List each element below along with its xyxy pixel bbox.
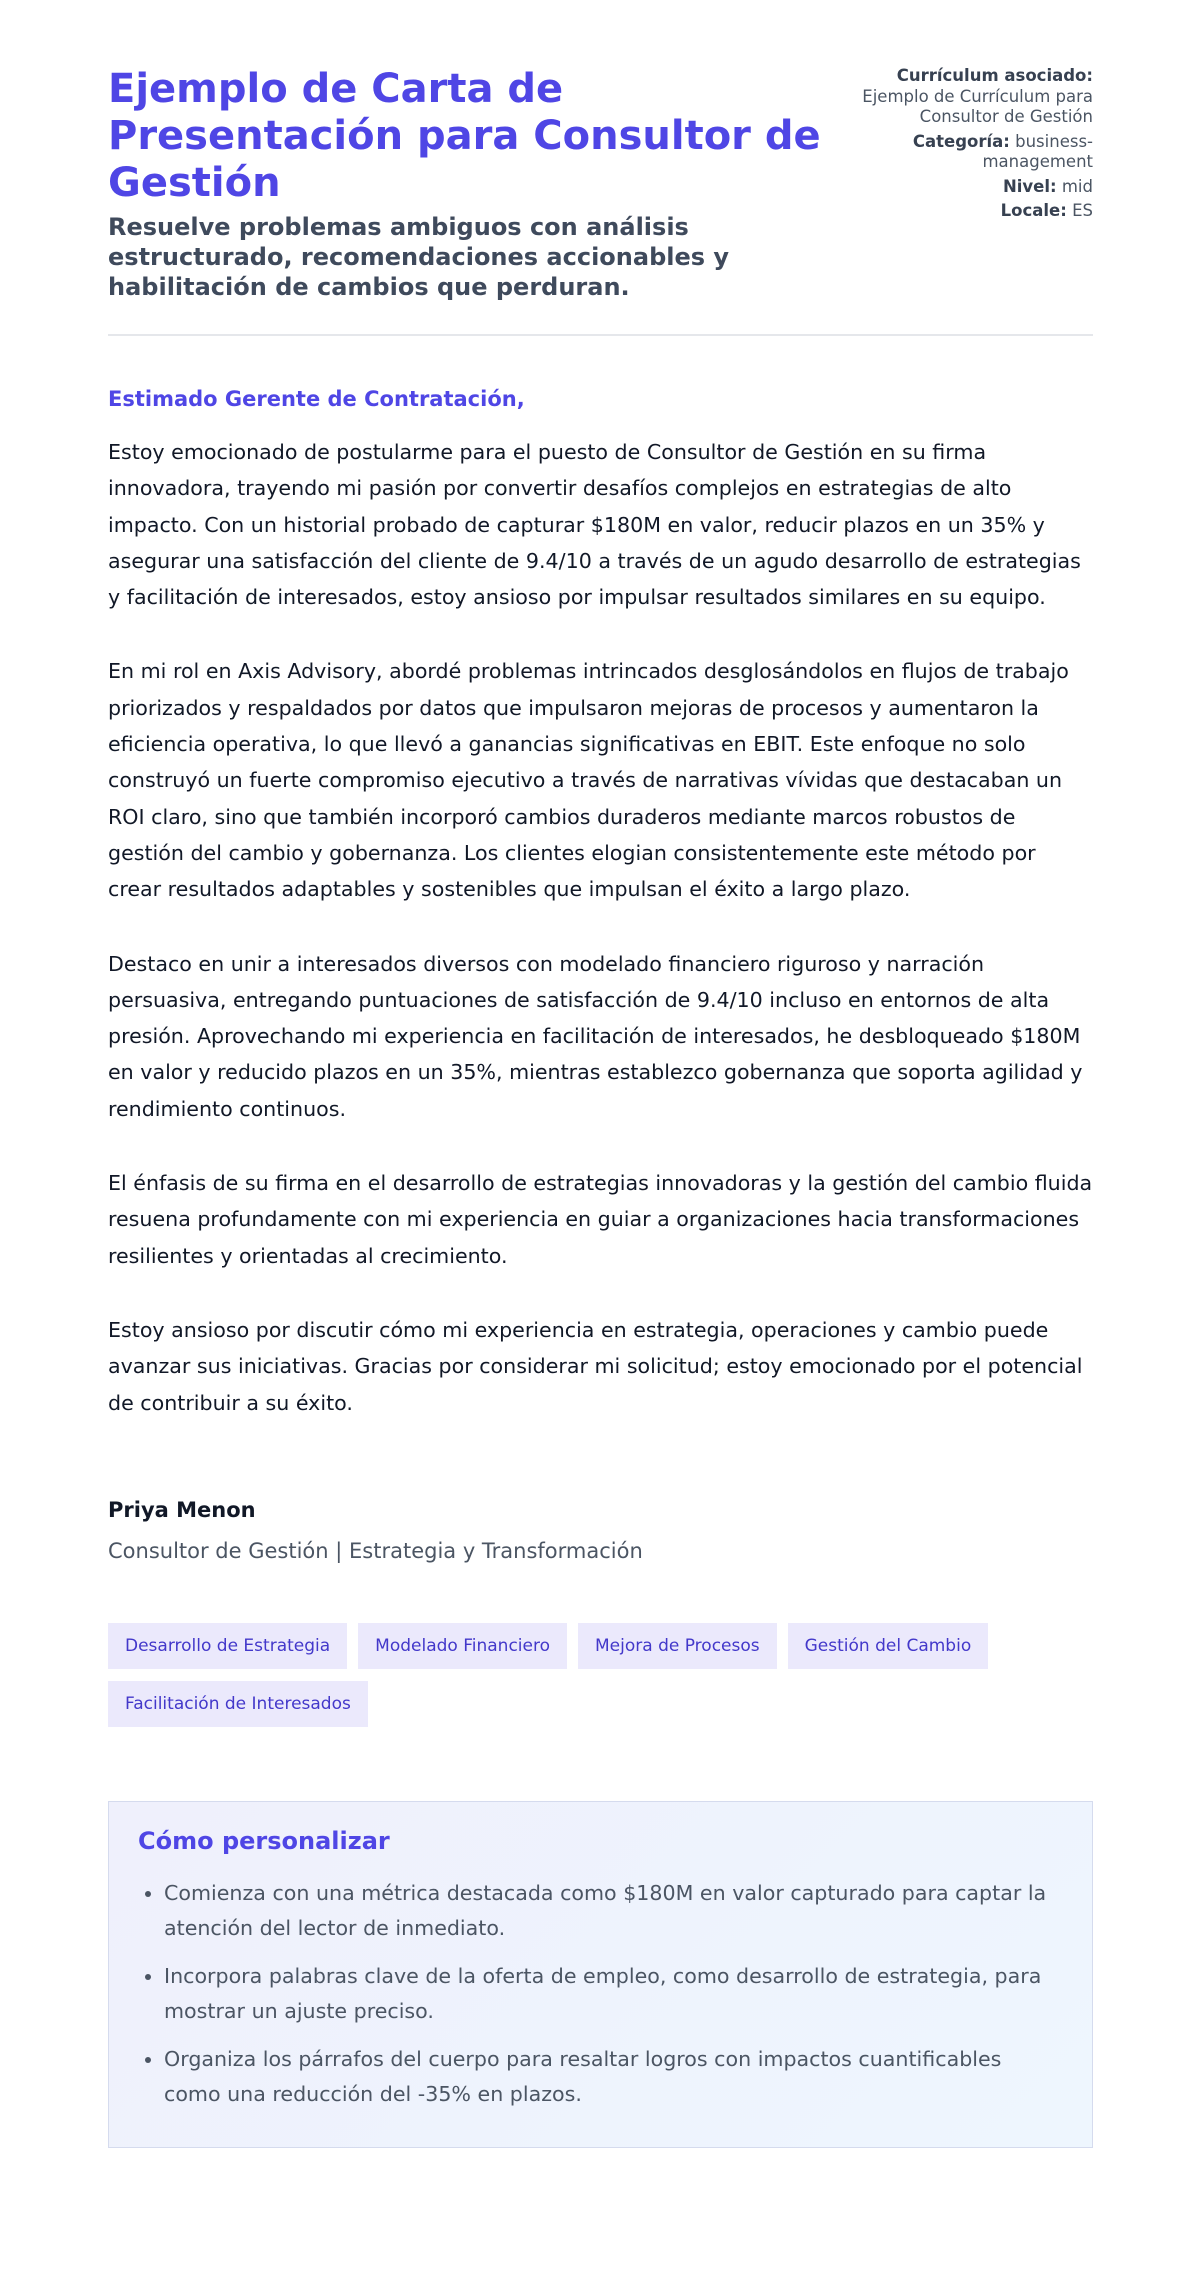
- skill-tag: Desarrollo de Estrategia: [108, 1623, 347, 1669]
- skill-tag: Modelado Financiero: [358, 1623, 567, 1669]
- page-subtitle: Resuelve problemas ambiguos con análisis estructurado, recomendaciones accionables y habilitación de cambios que perduran.: [108, 213, 730, 301]
- paragraph: El énfasis de su firma en el desarrollo de estrategias innovadoras y la gestión del cambio fluida resuena profundamente con mi experiencia en guiar a organizaciones hacia transformaciones resilientes y orientadas al crecimiento.: [108, 1171, 1093, 1268]
- meta-panel: [833, 66, 1093, 302]
- tips-box: [108, 1801, 1093, 2148]
- signature-title: Consultor de Gestión | Estrategia y Transformación: [108, 1538, 643, 1563]
- paragraph: Estoy emocionado de postularme para el puesto de Consultor de Gestión en su firma innovadora, trayendo mi pasión por convertir desafíos complejos en estrategias de alto impacto. Con un historial probado de capturar $180M en valor, reducir plazos en un 35% y asegurar una satisfacción del cliente de 9.4/10 a través de un agudo desarrollo de estrategias y facilitación de interesados, estoy ansioso por impulsar resultados similares en su equipo.: [108, 440, 1081, 610]
- header-main: [108, 66, 828, 302]
- tips-title: Cómo personalizar: [138, 1826, 390, 1855]
- tips-list: [138, 1876, 1063, 2112]
- page-title: Ejemplo de Carta de Presentación para Consultor de Gestión: [108, 66, 821, 206]
- meta-level-label: Nivel:: [1002, 176, 1057, 196]
- skill-tag: Gestión del Cambio: [788, 1623, 989, 1669]
- skill-tag: Facilitación de Interesados: [108, 1681, 368, 1727]
- tip-item: • Comienza con una métrica destacada como $180M en valor capturado para captar la atención del lector de inmediato.: [164, 1876, 1063, 1946]
- meta-category-label: Categoría:: [912, 131, 1010, 151]
- meta-resume: [833, 66, 1093, 128]
- tip-item: • Organiza los párrafos del cuerpo para resaltar logros con impactos cuantificables como una reducción del -35% en plazos.: [164, 2042, 1063, 2112]
- meta-resume-value: Ejemplo de Currículum para Consultor de Gestión: [862, 86, 1093, 126]
- paragraph: Destaco en unir a interesados diversos con modelado financiero riguroso y narración persuasiva, entregando puntuaciones de satisfacción de 9.4/10 incluso en entornos de alta presión. Aprovechando mi experiencia en facilitación de interesados, he desbloqueado $180M en valor y reducido plazos en un 35%, mientras establezco gobernanza que soporta agilidad y rendimiento continuos.: [108, 951, 1083, 1121]
- tip-item: • Incorpora palabras clave de la oferta de empleo, como desarrollo de estrategia, para mostrar un ajuste preciso.: [164, 1959, 1063, 2029]
- meta-locale-label: Locale:: [1000, 201, 1067, 220]
- divider: [108, 334, 1093, 336]
- meta-level-value: mid: [1061, 176, 1093, 196]
- greeting: Estimado Gerente de Contratación,: [108, 387, 525, 411]
- paragraph: Estoy ansioso por discutir cómo mi experiencia en estrategia, operaciones y cambio puede avanzar sus iniciativas. Gracias por considerar mi solicitud; estoy emocionado por el potencial de contribuir a su éxito.: [108, 1317, 1083, 1415]
- meta-category-value: business-management: [982, 131, 1093, 171]
- skill-tag: Mejora de Procesos: [578, 1623, 777, 1669]
- meta-resume-label: Currículum asociado:: [896, 66, 1093, 85]
- meta-locale: [833, 201, 1093, 222]
- meta-category: [833, 132, 1093, 173]
- signature-name: Priya Menon: [108, 1497, 256, 1522]
- paragraph: En mi rol en Axis Advisory, abordé problemas intrincados desglosándolos en flujos de trabajo priorizados y respaldados por datos que impulsaron mejoras de procesos y aumentaron la eficiencia operativa, lo que llevó a ganancias significativas en EBIT. Este enfoque no solo construyó un fuerte compromiso ejecutivo a través de narrativas vívidas que destacaban un ROI claro, sino que también incorporó cambios duraderos mediante marcos robustos de gestión del cambio y gobernanza. Los clientes elogian consistentemente este método por crear resultados adaptables y sostenibles que impulsan el éxito a largo plazo.: [108, 659, 1069, 902]
- skill-tags: [108, 1623, 1068, 1727]
- meta-locale-value: ES: [1072, 201, 1093, 220]
- meta-level: [833, 177, 1093, 198]
- letter-body: [108, 434, 1093, 1421]
- cover-letter-page: [108, 0, 1093, 2148]
- header: [108, 0, 1093, 302]
